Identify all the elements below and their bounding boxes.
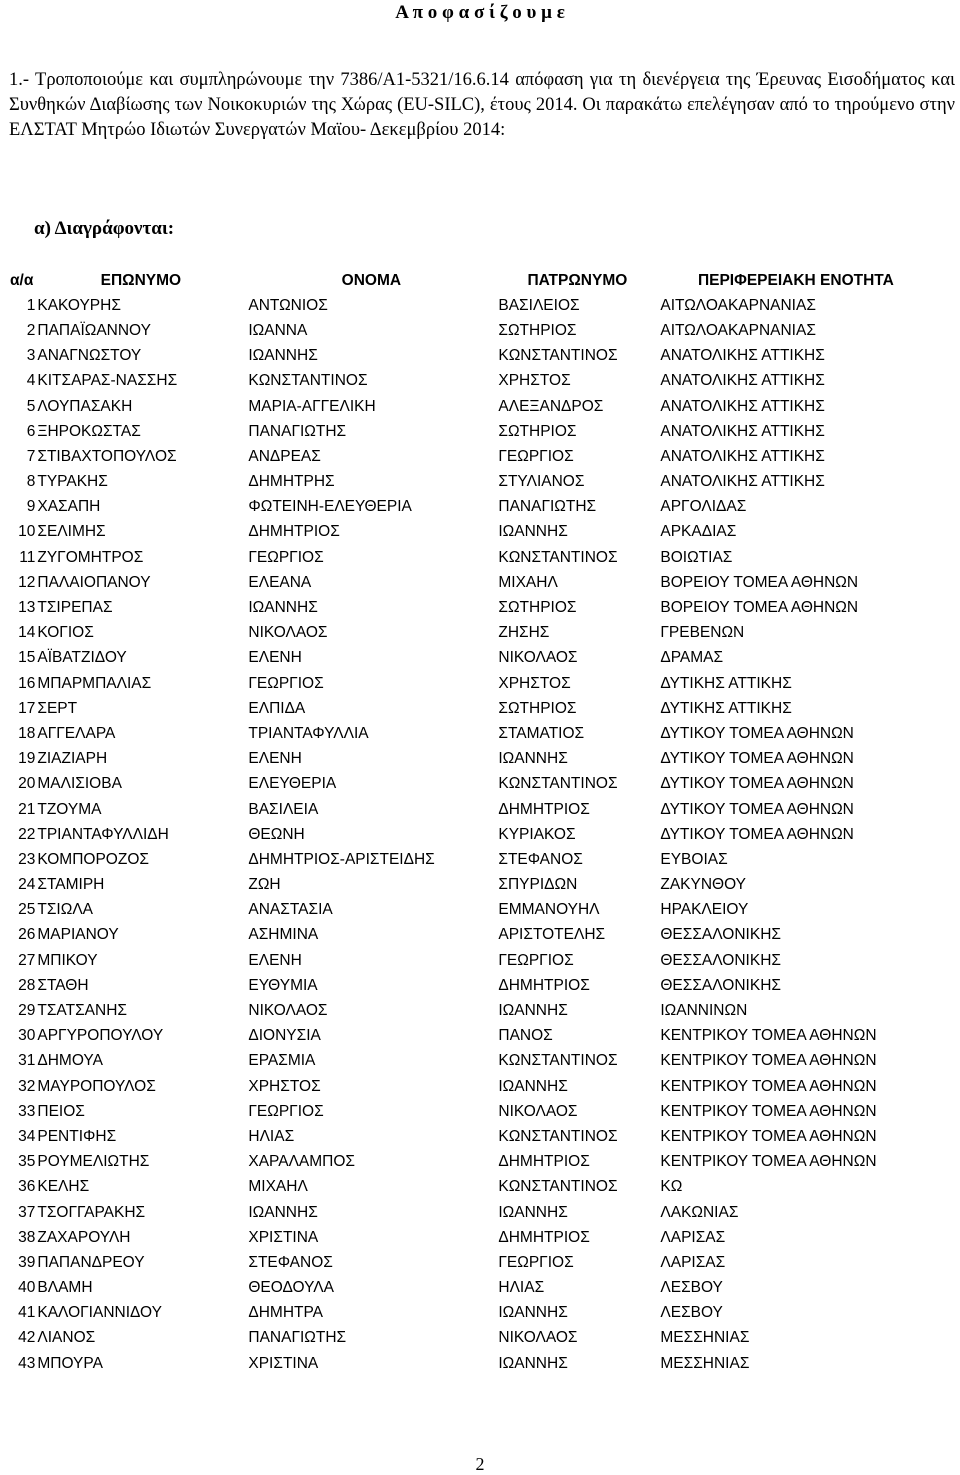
row-number-cell: 31 [18,1052,36,1070]
surname-cell: ΜΠΑΡΜΠΑΛΙΑΣ [37,674,152,692]
table-row [8,998,933,1023]
surname-cell: ΜΑΛΙΣΙΟΒΑ [37,775,122,793]
fathers-name-cell: ΔΗΜΗΤΡΙΟΣ [498,976,590,994]
region-cell: ΚΕΝΤΡΙΚΟΥ ΤΟΜΕΑ ΑΘΗΝΩΝ [660,1052,877,1070]
row-number-cell: 25 [18,901,36,919]
row-number-cell: 20 [18,775,36,793]
surname-cell: ΣΤΑΘΗ [37,976,89,994]
surname-cell: ΜΑΥΡΟΠΟΥΛΟΣ [37,1077,156,1095]
fathers-name-cell: ΙΩΑΝΝΗΣ [498,1077,568,1095]
region-cell: ΛΑΡΙΣΑΣ [660,1253,726,1271]
row-number-cell: 2 [26,321,36,339]
table-row [8,1200,933,1225]
region-cell: ΑΝΑΤΟΛΙΚΗΣ ΑΤΤΙΚΗΣ [660,372,825,390]
first-name-cell: ΕΡΑΣΜΙΑ [248,1052,316,1070]
surname-cell: ΤΣΙΩΛΑ [37,901,94,919]
region-cell: ΒΟΡΕΙΟΥ ΤΟΜΕΑ ΑΘΗΝΩΝ [660,573,859,591]
row-number-cell: 16 [18,674,36,692]
surname-cell: ΖΙΑΖΙΑΡΗ [37,750,108,768]
row-number-cell: 1 [26,296,36,314]
first-name-cell: ΙΩΑΝΝΗΣ [248,347,318,365]
row-number-cell: 7 [26,447,36,465]
table-row [8,621,933,646]
row-number-cell: 8 [26,473,36,491]
first-name-cell: ΝΙΚΟΛΑΟΣ [248,624,328,642]
fathers-name-cell: ΔΗΜΗΤΡΙΟΣ [498,1228,590,1246]
first-name-cell: ΑΝΑΣΤΑΣΙΑ [248,901,333,919]
fathers-name-cell: ΚΩΝΣΤΑΝΤΙΝΟΣ [498,1052,618,1070]
surname-cell: ΑΪΒΑΤΖΙΔΟΥ [37,649,127,667]
first-name-cell: ΔΗΜΗΤΡΙΟΣ-ΑΡΙΣΤΕΙΔΗΣ [248,850,435,868]
row-number-cell: 10 [18,523,36,541]
first-name-cell: ΜΑΡΙΑ-ΑΓΓΕΛΙΚΗ [248,397,376,415]
fathers-name-cell: ΑΛΕΞΑΝΔΡΟΣ [498,397,604,415]
region-cell: ΑΙΤΩΛΟΑΚΑΡΝΑΝΙΑΣ [660,296,816,314]
table-row [8,646,933,671]
surname-cell: ΖΥΓΟΜΗΤΡΟΣ [37,548,144,566]
surname-cell: ΤΣΙΡΕΠΑΣ [37,599,113,617]
table-row [8,973,933,998]
table-row [8,898,933,923]
region-cell: ΖΑΚΥΝΘΟΥ [660,876,747,894]
first-name-cell: ΠΑΝΑΓΙΩΤΗΣ [248,1329,347,1347]
fathers-name-cell: ΣΩΤΗΡΙΟΣ [498,321,577,339]
first-name-cell: ΙΩΑΝΝΗΣ [248,599,318,617]
first-name-cell: ΕΛΕΝΗ [248,951,302,969]
first-name-cell: ΖΩΗ [248,876,281,894]
fathers-name-cell: ΚΩΝΣΤΑΝΤΙΝΟΣ [498,1178,618,1196]
surname-cell: ΑΡΓΥΡΟΠΟΥΛΟΥ [37,1027,164,1045]
fathers-name-cell: ΚΩΝΣΤΑΝΤΙΝΟΣ [498,548,618,566]
first-name-cell: ΧΡΙΣΤΙΝΑ [248,1354,319,1372]
surname-cell: ΒΛΑΜΗ [37,1279,93,1297]
row-number-cell: 5 [26,397,36,415]
region-cell: ΜΕΣΣΗΝΙΑΣ [660,1354,750,1372]
region-cell: ΛΕΣΒΟΥ [660,1279,723,1297]
table-row [8,495,933,520]
header-cell: ΕΠΩΝΥΜΟ [100,271,182,289]
row-number-cell: 43 [18,1354,36,1372]
row-number-cell: 35 [18,1153,36,1171]
fathers-name-cell: ΝΙΚΟΛΑΟΣ [498,1102,578,1120]
surname-cell: ΤΣΟΓΓΑΡΑΚΗΣ [37,1203,146,1221]
table-row [8,394,933,419]
first-name-cell: ΝΙΚΟΛΑΟΣ [248,1002,328,1020]
header-cell: ΟΝΟΜΑ [341,271,402,289]
fathers-name-cell: ΓΕΩΡΓΙΟΣ [498,447,574,465]
table-row [8,1074,933,1099]
table-row [8,1301,933,1326]
row-number-cell: 26 [18,926,36,944]
region-cell: ΔΥΤΙΚΟΥ ΤΟΜΕΑ ΑΘΗΝΩΝ [660,724,854,742]
row-number-cell: 39 [18,1253,36,1271]
first-name-cell: ΘΕΟΔΟΥΛΑ [248,1279,334,1297]
deletions-table [8,268,933,1376]
fathers-name-cell: ΗΛΙΑΣ [498,1279,545,1297]
table-row [8,470,933,495]
fathers-name-cell: ΜΙΧΑΗΛ [498,573,558,591]
row-number-cell: 6 [26,422,36,440]
surname-cell: ΛΙΑΝΟΣ [37,1329,96,1347]
table-row [8,545,933,570]
fathers-name-cell: ΔΗΜΗΤΡΙΟΣ [498,800,590,818]
surname-cell: ΣΤΙΒΑΧΤΟΠΟΥΛΟΣ [37,447,177,465]
first-name-cell: ΙΩΑΝΝΗΣ [248,1203,318,1221]
region-cell: ΔΥΤΙΚΗΣ ΑΤΤΙΚΗΣ [660,674,792,692]
first-name-cell: ΓΕΩΡΓΙΟΣ [248,548,324,566]
region-cell: ΔΥΤΙΚΟΥ ΤΟΜΕΑ ΑΘΗΝΩΝ [660,825,854,843]
table-row [8,344,933,369]
first-name-cell: ΕΥΘΥΜΙΑ [248,976,318,994]
table-row [8,847,933,872]
region-cell: ΑΙΤΩΛΟΑΚΑΡΝΑΝΙΑΣ [660,321,816,339]
fathers-name-cell: ΣΩΤΗΡΙΟΣ [498,599,577,617]
region-cell: ΚΩ [660,1178,683,1196]
fathers-name-cell: ΓΕΩΡΓΙΟΣ [498,951,574,969]
surname-cell: ΠΑΛΑΙΟΠΑΝΟΥ [37,573,151,591]
surname-cell: ΣΕΛΙΜΗΣ [37,523,106,541]
surname-cell: ΤΖΟΥΜΑ [37,800,102,818]
region-cell: ΚΕΝΤΡΙΚΟΥ ΤΟΜΕΑ ΑΘΗΝΩΝ [660,1153,877,1171]
surname-cell: ΚΙΤΣΑΡΑΣ-ΝΑΣΣΗΣ [37,372,178,390]
table-row [8,1024,933,1049]
row-number-cell: 15 [18,649,36,667]
table-row [8,747,933,772]
table-row [8,520,933,545]
region-cell: ΑΝΑΤΟΛΙΚΗΣ ΑΤΤΙΚΗΣ [660,347,825,365]
table-row [8,721,933,746]
first-name-cell: ΔΙΟΝΥΣΙΑ [248,1027,321,1045]
table-row [8,797,933,822]
row-number-cell: 21 [18,800,36,818]
row-number-cell: 24 [18,876,36,894]
table-row [8,772,933,797]
surname-cell: ΠΕΙΟΣ [37,1102,85,1120]
region-cell: ΛΑΡΙΣΑΣ [660,1228,726,1246]
region-cell: ΔΥΤΙΚΟΥ ΤΟΜΕΑ ΑΘΗΝΩΝ [660,800,854,818]
surname-cell: ΑΝΑΓΝΩΣΤΟΥ [37,347,142,365]
row-number-cell: 34 [18,1127,36,1145]
surname-cell: ΚΟΜΠΟΡΟΖΟΣ [37,850,149,868]
region-cell: ΛΕΣΒΟΥ [660,1304,723,1322]
table-row [8,419,933,444]
table-row [8,1250,933,1275]
fathers-name-cell: ΓΕΩΡΓΙΟΣ [498,1253,574,1271]
fathers-name-cell: ΒΑΣΙΛΕΙΟΣ [498,296,580,314]
surname-cell: ΚΑΛΟΓΙΑΝΝΙΔΟΥ [37,1304,162,1322]
first-name-cell: ΣΤΕΦΑΝΟΣ [248,1253,333,1271]
table-header-row [8,268,933,293]
surname-cell: ΠΑΠΑΝΔΡΕΟΥ [37,1253,145,1271]
header-cell: α/α [10,271,34,289]
fathers-name-cell: ΧΡΗΣΤΟΣ [498,674,571,692]
row-number-cell: 32 [18,1077,36,1095]
fathers-name-cell: ΙΩΑΝΝΗΣ [498,1304,568,1322]
surname-cell: ΤΥΡΑΚΗΣ [37,473,108,491]
row-number-cell: 28 [18,976,36,994]
section-label: α) Διαγράφονται: [34,218,175,239]
first-name-cell: ΘΕΩΝΗ [248,825,305,843]
first-name-cell: ΓΕΩΡΓΙΟΣ [248,674,324,692]
fathers-name-cell: ΙΩΑΝΝΗΣ [498,523,568,541]
row-number-cell: 30 [18,1027,36,1045]
region-cell: ΚΕΝΤΡΙΚΟΥ ΤΟΜΕΑ ΑΘΗΝΩΝ [660,1102,877,1120]
fathers-name-cell: ΝΙΚΟΛΑΟΣ [498,649,578,667]
fathers-name-cell: ΝΙΚΟΛΑΟΣ [498,1329,578,1347]
fathers-name-cell: ΣΤΥΛΙΑΝΟΣ [498,473,585,491]
surname-cell: ΤΣΑΤΣΑΝΗΣ [37,1002,127,1020]
table-row [8,570,933,595]
region-cell: ΑΝΑΤΟΛΙΚΗΣ ΑΤΤΙΚΗΣ [660,397,825,415]
region-cell: ΑΝΑΤΟΛΙΚΗΣ ΑΤΤΙΚΗΣ [660,473,825,491]
surname-cell: ΧΑΣΑΠΗ [37,498,101,516]
row-number-cell: 12 [18,573,36,591]
region-cell: ΗΡΑΚΛΕΙΟΥ [660,901,749,919]
surname-cell: ΚΟΓΙΟΣ [37,624,94,642]
first-name-cell: ΧΡΙΣΤΙΝΑ [248,1228,319,1246]
first-name-cell: ΔΗΜΗΤΡΗΣ [248,473,335,491]
region-cell: ΔΡΑΜΑΣ [660,649,724,667]
surname-cell: ΜΠΟΥΡΑ [37,1354,103,1372]
table-row [8,595,933,620]
region-cell: ΑΝΑΤΟΛΙΚΗΣ ΑΤΤΙΚΗΣ [660,447,825,465]
first-name-cell: ΠΑΝΑΓΙΩΤΗΣ [248,422,347,440]
table-row [8,1276,933,1301]
table-row [8,1351,933,1376]
region-cell: ΘΕΣΣΑΛΟΝΙΚΗΣ [660,951,781,969]
fathers-name-cell: ΣΠΥΡΙΔΩΝ [498,876,578,894]
table-row [8,1150,933,1175]
row-number-cell: 14 [18,624,36,642]
first-name-cell: ΑΝΤΩΝΙΟΣ [248,296,328,314]
fathers-name-cell: ΕΜΜΑΝΟΥΗΛ [498,901,600,919]
table-row [8,318,933,343]
first-name-cell: ΓΕΩΡΓΙΟΣ [248,1102,324,1120]
fathers-name-cell: ΙΩΑΝΝΗΣ [498,1002,568,1020]
table-row [8,1049,933,1074]
fathers-name-cell: ΠΑΝΟΣ [498,1027,553,1045]
region-cell: ΔΥΤΙΚΗΣ ΑΤΤΙΚΗΣ [660,699,792,717]
region-cell: ΕΥΒΟΙΑΣ [660,850,728,868]
surname-cell: ΖΑΧΑΡΟΥΛΗ [37,1228,131,1246]
table-row [8,369,933,394]
table-row [8,696,933,721]
region-cell: ΘΕΣΣΑΛΟΝΙΚΗΣ [660,926,781,944]
first-name-cell: ΜΙΧΑΗΛ [248,1178,308,1196]
first-name-cell: ΦΩΤΕΙΝΗ-ΕΛΕΥΘΕΡΙΑ [248,498,412,516]
table-body [8,293,933,1376]
row-number-cell: 19 [18,750,36,768]
fathers-name-cell: ΙΩΑΝΝΗΣ [498,750,568,768]
surname-cell: ΣΤΑΜΙΡΗ [37,876,105,894]
table-row [8,1099,933,1124]
row-number-cell: 33 [18,1102,36,1120]
row-number-cell: 29 [18,1002,36,1020]
row-number-cell: 4 [26,372,36,390]
fathers-name-cell: ΣΩΤΗΡΙΟΣ [498,699,577,717]
table-row [8,873,933,898]
surname-cell: ΜΠΙΚΟΥ [37,951,98,969]
fathers-name-cell: ΔΗΜΗΤΡΙΟΣ [498,1153,590,1171]
region-cell: ΑΡΚΑΔΙΑΣ [660,523,737,541]
first-name-cell: ΧΡΗΣΤΟΣ [248,1077,321,1095]
table-row [8,444,933,469]
first-name-cell: ΤΡΙΑΝΤΑΦΥΛΛΙΑ [248,724,369,742]
table-row [8,1175,933,1200]
surname-cell: ΚΕΛΗΣ [37,1178,90,1196]
fathers-name-cell: ΣΩΤΗΡΙΟΣ [498,422,577,440]
region-cell: ΚΕΝΤΡΙΚΟΥ ΤΟΜΕΑ ΑΘΗΝΩΝ [660,1077,877,1095]
row-number-cell: 18 [18,724,36,742]
row-number-cell: 13 [18,599,36,617]
surname-cell: ΑΓΓΕΛΑΡΑ [37,724,116,742]
region-cell: ΚΕΝΤΡΙΚΟΥ ΤΟΜΕΑ ΑΘΗΝΩΝ [660,1027,877,1045]
first-name-cell: ΔΗΜΗΤΡΑ [248,1304,324,1322]
region-cell: ΒΟΡΕΙΟΥ ΤΟΜΕΑ ΑΘΗΝΩΝ [660,599,859,617]
region-cell: ΑΡΓΟΛΙΔΑΣ [660,498,747,516]
fathers-name-cell: ΠΑΝΑΓΙΩΤΗΣ [498,498,597,516]
surname-cell: ΛΟΥΠΑΣΑΚΗ [37,397,133,415]
fathers-name-cell: ΣΤΕΦΑΝΟΣ [498,850,583,868]
surname-cell: ΡΟΥΜΕΛΙΩΤΗΣ [37,1153,150,1171]
region-cell: ΔΥΤΙΚΟΥ ΤΟΜΕΑ ΑΘΗΝΩΝ [660,750,854,768]
surname-cell: ΤΡΙΑΝΤΑΦΥΛΛΙΔΗ [37,825,169,843]
fathers-name-cell: ΣΤΑΜΑΤΙΟΣ [498,724,585,742]
row-number-cell: 38 [18,1228,36,1246]
fathers-name-cell: ΚΩΝΣΤΑΝΤΙΝΟΣ [498,347,618,365]
surname-cell: ΚΑΚΟΥΡΗΣ [37,296,121,314]
region-cell: ΔΥΤΙΚΟΥ ΤΟΜΕΑ ΑΘΗΝΩΝ [660,775,854,793]
row-number-cell: 9 [26,498,36,516]
first-name-cell: ΕΛΠΙΔΑ [248,699,306,717]
row-number-cell: 3 [26,347,36,365]
page-heading: Α π ο φ α σ ί ζ ο υ μ ε [395,2,565,23]
surname-cell: ΡΕΝΤΙΦΗΣ [37,1127,117,1145]
first-name-cell: ΑΝΔΡΕΑΣ [248,447,321,465]
region-cell: ΙΩΑΝΝΙΝΩΝ [660,1002,748,1020]
region-cell: ΒΟΙΩΤΙΑΣ [660,548,733,566]
row-number-cell: 11 [19,548,36,566]
table-row [8,293,933,318]
fathers-name-cell: ΖΗΣΗΣ [498,624,550,642]
region-cell: ΓΡΕΒΕΝΩΝ [660,624,745,642]
region-cell: ΚΕΝΤΡΙΚΟΥ ΤΟΜΕΑ ΑΘΗΝΩΝ [660,1127,877,1145]
surname-cell: ΠΑΠΑΪΩΑΝΝΟΥ [37,321,151,339]
fathers-name-cell: ΚΥΡΙΑΚΟΣ [498,825,576,843]
region-cell: ΑΝΑΤΟΛΙΚΗΣ ΑΤΤΙΚΗΣ [660,422,825,440]
row-number-cell: 22 [18,825,36,843]
table-row [8,1124,933,1149]
row-number-cell: 27 [18,951,36,969]
first-name-cell: ΙΩΑΝΝΑ [248,321,308,339]
fathers-name-cell: ΚΩΝΣΤΑΝΤΙΝΟΣ [498,775,618,793]
first-name-cell: ΕΛΕΝΗ [248,750,302,768]
region-cell: ΘΕΣΣΑΛΟΝΙΚΗΣ [660,976,781,994]
row-number-cell: 36 [18,1178,36,1196]
first-name-cell: ΔΗΜΗΤΡΙΟΣ [248,523,340,541]
first-name-cell: ΕΛΕΑΝΑ [248,573,312,591]
row-number-cell: 40 [18,1279,36,1297]
surname-cell: ΞΗΡΟΚΩΣΤΑΣ [37,422,141,440]
row-number-cell: 23 [18,850,36,868]
page-number: 2 [475,1454,485,1474]
table-row [8,948,933,973]
table-row [8,822,933,847]
surname-cell: ΜΑΡΙΑΝΟΥ [37,926,119,944]
region-cell: ΛΑΚΩΝΙΑΣ [660,1203,739,1221]
header-cell: ΠΕΡΙΦΕΡΕΙΑΚΗ ΕΝΟΤΗΤΑ [697,271,894,289]
first-name-cell: ΑΣΗΜΙΝΑ [248,926,319,944]
fathers-name-cell: ΧΡΗΣΤΟΣ [498,372,571,390]
fathers-name-cell: ΙΩΑΝΝΗΣ [498,1203,568,1221]
fathers-name-cell: ΙΩΑΝΝΗΣ [498,1354,568,1372]
surname-cell: ΣΕΡΤ [37,699,78,717]
table-row [8,1326,933,1351]
region-cell: ΜΕΣΣΗΝΙΑΣ [660,1329,750,1347]
table-row [8,1225,933,1250]
decision-paragraph: 1.- Τροποποιούμε και συμπληρώνουμε την 7386/Α1-5321/16.6.14 απόφαση για τη διενέργεια της Έρευνας Εισοδήματος και Συνθηκών Διαβίωσης των Νοικοκυριών της Χώρας (EU-SILC), έτους 2014. Οι παρακάτω επελέγησαν από το τηρούμενο στην ΕΛΣΤΑΤ Μητρώο Ιδιωτών Συνεργατών Μαϊου- Δεκεμβρίου 2014: [9,70,955,140]
first-name-cell: ΒΑΣΙΛΕΙΑ [248,800,319,818]
first-name-cell: ΧΑΡΑΛΑΜΠΟΣ [248,1153,356,1171]
first-name-cell: ΗΛΙΑΣ [248,1127,295,1145]
table-row [8,923,933,948]
header-cell: ΠΑΤΡΩΝΥΜΟ [527,271,628,289]
row-number-cell: 41 [18,1304,36,1322]
table-row [8,671,933,696]
first-name-cell: ΕΛΕΝΗ [248,649,302,667]
fathers-name-cell: ΚΩΝΣΤΑΝΤΙΝΟΣ [498,1127,618,1145]
row-number-cell: 37 [18,1203,36,1221]
fathers-name-cell: ΑΡΙΣΤΟΤΕΛΗΣ [498,926,606,944]
first-name-cell: ΚΩΝΣΤΑΝΤΙΝΟΣ [248,372,368,390]
row-number-cell: 42 [18,1329,36,1347]
row-number-cell: 17 [18,699,36,717]
first-name-cell: ΕΛΕΥΘΕΡΙΑ [248,775,337,793]
surname-cell: ΔΗΜΟΥΑ [37,1052,103,1070]
